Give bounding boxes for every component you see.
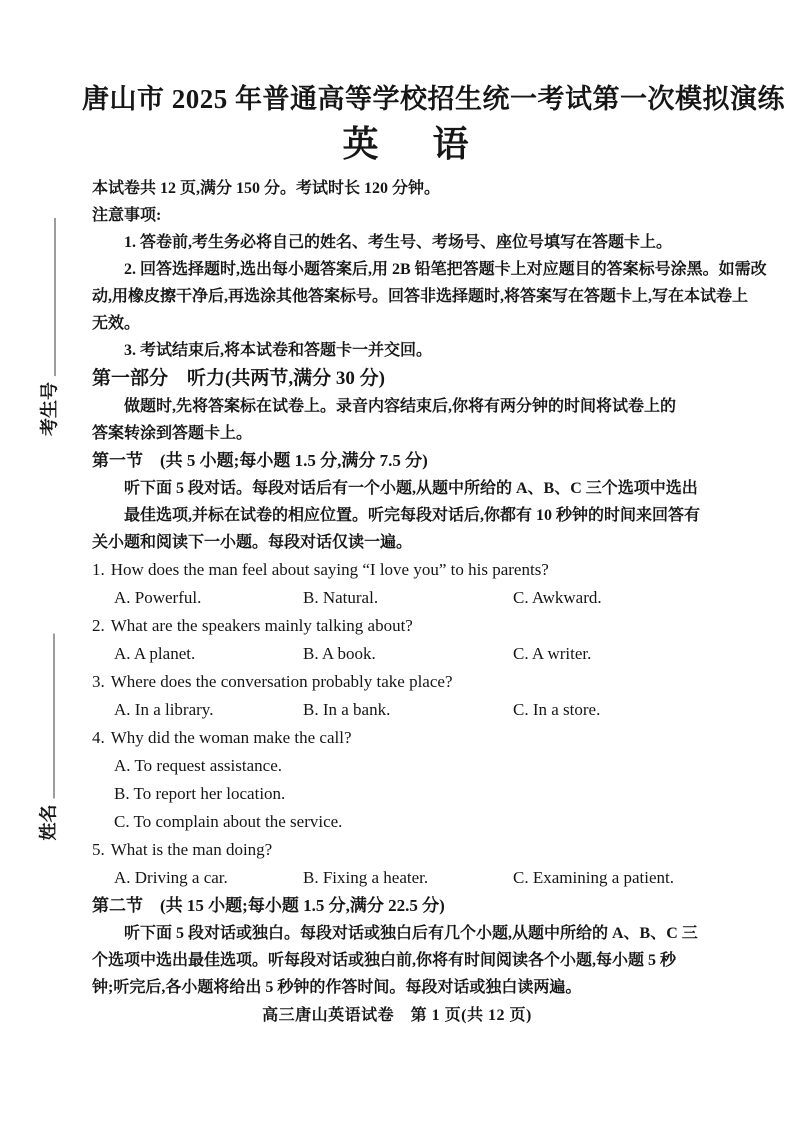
notes-heading: 注意事项: [92, 207, 162, 224]
question-1-text: How does the man feel about saying “I love you” to his parents? [110, 560, 549, 579]
question-4-option-a: A. To request assistance. [114, 756, 282, 775]
question-2-option-a: A. A planet. [114, 644, 196, 663]
question-5-number: 5. [92, 840, 105, 859]
question-4-option-c: C. To complain about the service. [114, 812, 343, 831]
question-1-option-b: B. Natural. [303, 588, 379, 607]
question-2-number: 2. [92, 616, 105, 635]
question-2-option-b: B. A book. [303, 644, 376, 663]
name-label: 姓名 [38, 804, 59, 841]
question-4-text: Why did the woman make the call? [110, 728, 352, 747]
question-1-options [92, 584, 738, 612]
question-3-option-b: B. In a bank. [303, 700, 391, 719]
section1-instructions-line-1: 听下面 5 段对话。每段对话后有一个小题,从题中所给的 A、B、C 三个选项中选出 [124, 480, 698, 497]
exam-subject: 英 语 [342, 124, 478, 164]
section2-instructions-line-3: 钟;听完后,各小题将给出 5 秒钟的作答时间。每段对话或独白读两遍。 [92, 979, 582, 996]
question-4 [92, 724, 738, 752]
section1-instructions-line-2: 最佳选项,并标在试卷的相应位置。听完每段对话后,你都有 10 秒钟的时间来回答有 [124, 507, 701, 524]
question-2-options [92, 640, 738, 668]
name-blank-line [35, 634, 55, 799]
candidate-number-label: 考生号 [39, 382, 60, 436]
question-5-option-c: C. Examining a patient. [513, 868, 674, 887]
note-item-2-line-2: 动,用橡皮擦干净后,再选涂其他答案标号。回答非选择题时,将答案写在答题卡上,写在本试卷上 [92, 288, 749, 305]
question-1-option-c: C. Awkward. [513, 588, 602, 607]
question-3 [92, 668, 738, 696]
question-1-option-a: A. Powerful. [114, 588, 202, 607]
page-content [82, 80, 785, 1001]
question-2-text: What are the speakers mainly talking about? [110, 616, 413, 635]
question-4-option-b: B. To report her location. [114, 784, 286, 803]
part1-intro-line-1: 做题时,先将答案标在试卷上。录音内容结束后,你将有两分钟的时间将试卷上的 [124, 398, 677, 415]
question-3-options [92, 696, 738, 724]
question-2 [92, 612, 738, 640]
note-item-1: 1. 答卷前,考生务必将自己的姓名、考生号、考场号、座位号填写在答题卡上。 [124, 234, 673, 251]
question-5-option-b: B. Fixing a heater. [303, 868, 429, 887]
question-2-option-c: C. A writer. [513, 644, 592, 663]
candidate-number-blank-line [36, 218, 56, 376]
name-field [35, 634, 62, 841]
question-4-number: 4. [92, 728, 105, 747]
part1-intro-line-2: 答案转涂到答题卡上。 [92, 425, 253, 442]
section2-instructions-line-1: 听下面 5 段对话或独白。每段对话或独白后有几个小题,从题中所给的 A、B、C 三 [124, 925, 698, 942]
note-item-2-line-1: 2. 回答选择题时,选出每小题答案后,用 2B 铅笔把答题卡上对应题目的答案标号涂黑。如需改 [124, 261, 767, 278]
section1-heading: 第一节 (共 5 小题;每小题 1.5 分,满分 7.5 分) [92, 451, 428, 470]
note-item-3: 3. 考试结束后,将本试卷和答题卡一并交回。 [124, 342, 433, 359]
section1-instructions-line-3: 关小题和阅读下一小题。每段对话仅读一遍。 [92, 534, 413, 551]
question-3-text: Where does the conversation probably take place? [110, 672, 453, 691]
question-5-option-a: A. Driving a car. [114, 868, 228, 887]
question-3-option-c: C. In a store. [513, 700, 601, 719]
question-3-option-a: A. In a library. [114, 700, 214, 719]
exam-info: 本试卷共 12 页,满分 150 分。考试时长 120 分钟。 [92, 180, 441, 197]
part1-heading: 第一部分 听力(共两节,满分 30 分) [92, 368, 385, 389]
page-footer: 高三唐山英语试卷 第 1 页(共 12 页) [262, 1007, 532, 1024]
candidate-number-field [36, 218, 63, 436]
question-3-number: 3. [92, 672, 105, 691]
note-item-2-line-3: 无效。 [92, 315, 141, 332]
question-1-number: 1. [92, 560, 105, 579]
question-1 [92, 556, 738, 584]
section2-instructions-line-2: 个选项中选出最佳选项。听每段对话或独白前,你将有时间阅读各个小题,每小题 5 秒 [92, 952, 677, 969]
question-5-text: What is the man doing? [110, 840, 273, 859]
question-5-options [92, 864, 738, 892]
section2-heading: 第二节 (共 15 小题;每小题 1.5 分,满分 22.5 分) [92, 896, 445, 915]
question-5 [92, 836, 738, 864]
exam-title: 唐山市 2025 年普通高等学校招生统一考试第一次模拟演练 [82, 84, 785, 114]
